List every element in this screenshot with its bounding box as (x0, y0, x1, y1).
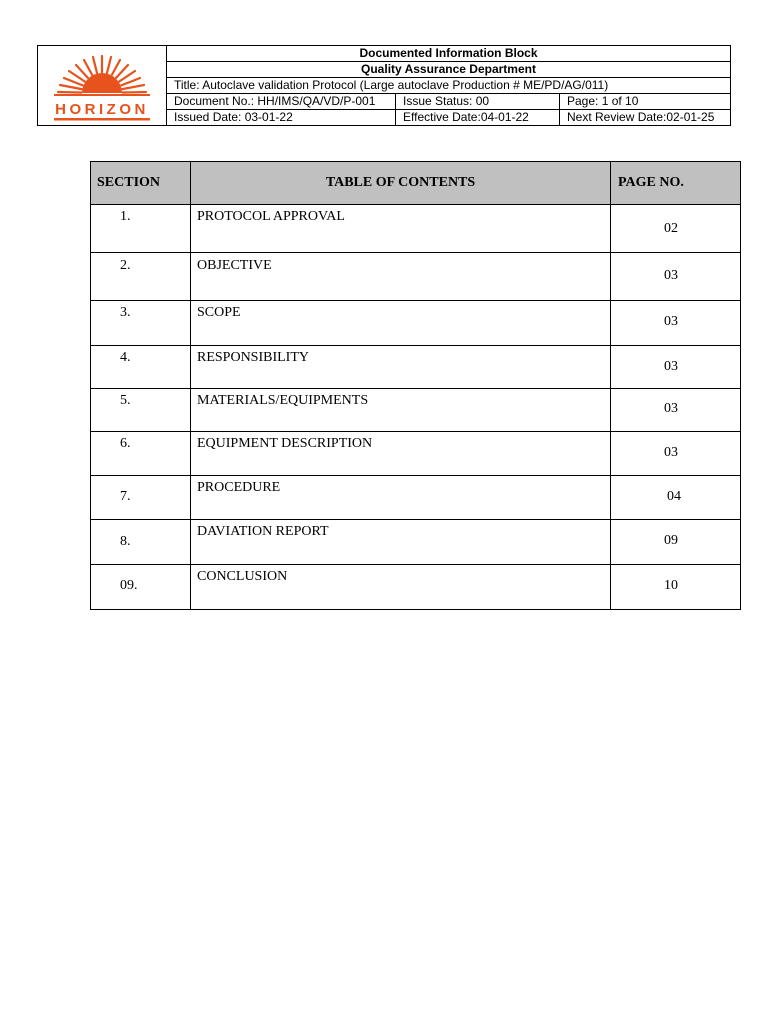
page-number: 03 (664, 359, 678, 374)
page-number: 03 (664, 445, 678, 460)
toc-row (91, 565, 741, 610)
section-title: OBJECTIVE (197, 258, 272, 273)
page-number-cell (611, 205, 741, 253)
section-number-cell (91, 565, 191, 610)
section-title-cell (191, 520, 611, 565)
page-number-cell (611, 253, 741, 301)
section-title-cell (191, 346, 611, 389)
section-title-cell (191, 253, 611, 301)
section-number-cell (91, 476, 191, 520)
section-title: PROCEDURE (197, 480, 281, 495)
section-number-cell (91, 389, 191, 432)
section-title: DAVIATION REPORT (197, 524, 329, 539)
section-number: 6. (120, 436, 131, 451)
page-number: 02 (664, 221, 678, 236)
section-number-cell (91, 301, 191, 346)
page-number: 03 (664, 314, 678, 329)
horizon-logo (51, 53, 153, 123)
page-number-cell (611, 476, 741, 520)
block-title: Documented Information Block (359, 46, 538, 60)
section-title: PROTOCOL APPROVAL (197, 209, 345, 224)
svg-text:HORIZON: HORIZON (55, 101, 149, 118)
section-number: 5. (120, 393, 131, 408)
section-title-cell (191, 476, 611, 520)
document-info-block (37, 45, 731, 126)
section-number: 1. (120, 209, 131, 224)
page-number-cell (611, 520, 741, 565)
section-number-cell (91, 346, 191, 389)
section-title: SCOPE (197, 305, 241, 320)
section-title: CONCLUSION (197, 569, 288, 584)
document-number: Document No.: HH/IMS/QA/VD/P-001 (167, 94, 396, 109)
toc-row (91, 520, 741, 565)
toc-row (91, 205, 741, 253)
logo-cell (38, 46, 167, 125)
toc-row (91, 253, 741, 301)
section-number: 3. (120, 305, 131, 320)
toc-row (91, 346, 741, 389)
page-number: 10 (664, 578, 678, 593)
page-number-cell (611, 432, 741, 476)
toc-row (91, 476, 741, 520)
section-number-cell (91, 205, 191, 253)
department-row (167, 62, 730, 78)
block-title-row (167, 46, 730, 62)
page-number: 09 (664, 533, 678, 548)
page-number-cell (611, 565, 741, 610)
page-number-cell (611, 389, 741, 432)
page-number: 03 (664, 401, 678, 416)
doc-number-row (167, 94, 730, 110)
section-number: 8. (120, 534, 131, 549)
section-number: 4. (120, 350, 131, 365)
issued-date: Issued Date: 03-01-22 (167, 110, 396, 125)
toc-header-row (91, 162, 741, 205)
table-of-contents (90, 161, 741, 610)
section-title-cell (191, 565, 611, 610)
page-number: Page: 1 of 10 (567, 94, 639, 108)
page-number: 04 (667, 489, 681, 504)
next-review-date: Next Review Date:02-01-25 (567, 110, 715, 124)
section-title: MATERIALS/EQUIPMENTS (197, 393, 369, 408)
info-cell (167, 46, 730, 125)
department-name: Quality Assurance Department (361, 62, 536, 76)
section-number: 7. (120, 489, 131, 504)
section-title: RESPONSIBILITY (197, 350, 310, 365)
section-title-cell (191, 205, 611, 253)
section-number: 2. (120, 258, 131, 273)
contents-header: TABLE OF CONTENTS (191, 162, 611, 205)
page-number-cell (611, 346, 741, 389)
page-header: PAGE NO. (611, 162, 741, 205)
section-title: EQUIPMENT DESCRIPTION (197, 436, 373, 451)
section-title-cell (191, 301, 611, 346)
toc-row (91, 301, 741, 346)
effective-date: Effective Date:04-01-22 (396, 110, 560, 125)
section-number-cell (91, 253, 191, 301)
title-row (167, 78, 730, 94)
section-title-cell (191, 389, 611, 432)
section-header: SECTION (91, 162, 191, 205)
section-number-cell (91, 520, 191, 565)
dates-row (167, 110, 730, 125)
section-title-cell (191, 432, 611, 476)
toc-row (91, 389, 741, 432)
issue-status: Issue Status: 00 (396, 94, 560, 109)
page-number: 03 (664, 268, 678, 283)
document-title: Title: Autoclave validation Protocol (Large autoclave Production # ME/PD/AG/011) (174, 78, 609, 92)
toc-row (91, 432, 741, 476)
page-number-cell (611, 301, 741, 346)
section-number-cell (91, 432, 191, 476)
section-number: 09. (120, 578, 138, 593)
